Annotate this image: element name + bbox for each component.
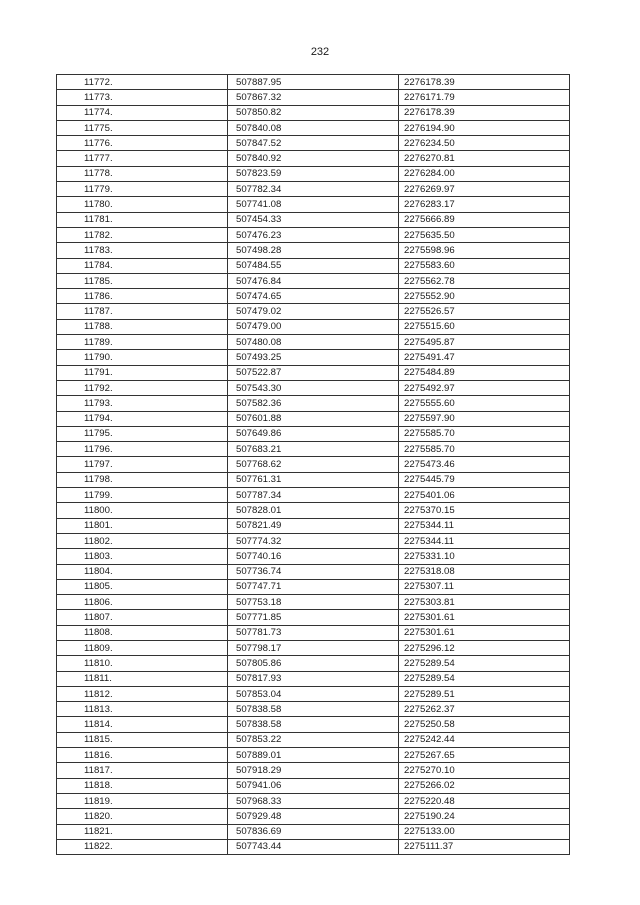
table-row [57, 319, 570, 334]
table-row [57, 105, 570, 120]
point-number-cell: 11802. [57, 533, 228, 548]
x-coordinate-cell: 507474.65 [228, 289, 399, 304]
x-coordinate-cell: 507838.58 [228, 702, 399, 717]
table-row [57, 793, 570, 808]
table-row [57, 732, 570, 747]
y-coordinate-cell: 2275289.54 [399, 671, 570, 686]
y-coordinate-cell: 2275370.15 [399, 503, 570, 518]
y-coordinate-cell: 2275526.57 [399, 304, 570, 319]
table-row [57, 411, 570, 426]
point-number-cell: 11805. [57, 579, 228, 594]
x-coordinate-cell: 507941.06 [228, 778, 399, 793]
y-coordinate-cell: 2275666.89 [399, 212, 570, 227]
x-coordinate-cell: 507736.74 [228, 564, 399, 579]
y-coordinate-cell: 2275296.12 [399, 640, 570, 655]
coordinates-table [56, 74, 570, 855]
point-number-cell: 11806. [57, 595, 228, 610]
point-number-cell: 11776. [57, 136, 228, 151]
y-coordinate-cell: 2275583.60 [399, 258, 570, 273]
y-coordinate-cell: 2275289.51 [399, 686, 570, 701]
y-coordinate-cell: 2275133.00 [399, 824, 570, 839]
point-number-cell: 11810. [57, 656, 228, 671]
point-number-cell: 11790. [57, 350, 228, 365]
point-number-cell: 11785. [57, 273, 228, 288]
y-coordinate-cell: 2275331.10 [399, 549, 570, 564]
table-row [57, 671, 570, 686]
table-row [57, 472, 570, 487]
table-row [57, 182, 570, 197]
table-row [57, 151, 570, 166]
table-row [57, 166, 570, 181]
point-number-cell: 11787. [57, 304, 228, 319]
x-coordinate-cell: 507836.69 [228, 824, 399, 839]
table-row [57, 273, 570, 288]
point-number-cell: 11773. [57, 90, 228, 105]
point-number-cell: 11788. [57, 319, 228, 334]
y-coordinate-cell: 2275484.89 [399, 365, 570, 380]
x-coordinate-cell: 507741.08 [228, 197, 399, 212]
point-number-cell: 11815. [57, 732, 228, 747]
table-row [57, 656, 570, 671]
table-row [57, 258, 570, 273]
table-row [57, 702, 570, 717]
table-row [57, 824, 570, 839]
point-number-cell: 11809. [57, 640, 228, 655]
x-coordinate-cell: 507867.32 [228, 90, 399, 105]
table-row [57, 518, 570, 533]
y-coordinate-cell: 2275266.02 [399, 778, 570, 793]
x-coordinate-cell: 507817.93 [228, 671, 399, 686]
table-row [57, 610, 570, 625]
point-number-cell: 11817. [57, 763, 228, 778]
table-row [57, 289, 570, 304]
point-number-cell: 11804. [57, 564, 228, 579]
point-number-cell: 11789. [57, 335, 228, 350]
table-row [57, 442, 570, 457]
table-row [57, 365, 570, 380]
x-coordinate-cell: 507479.00 [228, 319, 399, 334]
y-coordinate-cell: 2275301.61 [399, 625, 570, 640]
y-coordinate-cell: 2275111.37 [399, 839, 570, 854]
x-coordinate-cell: 507781.73 [228, 625, 399, 640]
x-coordinate-cell: 507889.01 [228, 748, 399, 763]
point-number-cell: 11821. [57, 824, 228, 839]
x-coordinate-cell: 507929.48 [228, 809, 399, 824]
x-coordinate-cell: 507543.30 [228, 380, 399, 395]
table-row [57, 564, 570, 579]
point-number-cell: 11781. [57, 212, 228, 227]
x-coordinate-cell: 507476.84 [228, 273, 399, 288]
y-coordinate-cell: 2275301.61 [399, 610, 570, 625]
table-row [57, 380, 570, 395]
point-number-cell: 11794. [57, 411, 228, 426]
y-coordinate-cell: 2276234.50 [399, 136, 570, 151]
y-coordinate-cell: 2275307.11 [399, 579, 570, 594]
point-number-cell: 11822. [57, 839, 228, 854]
x-coordinate-cell: 507821.49 [228, 518, 399, 533]
x-coordinate-cell: 507771.85 [228, 610, 399, 625]
point-number-cell: 11777. [57, 151, 228, 166]
point-number-cell: 11778. [57, 166, 228, 181]
y-coordinate-cell: 2276194.90 [399, 120, 570, 135]
x-coordinate-cell: 507740.16 [228, 549, 399, 564]
x-coordinate-cell: 507454.33 [228, 212, 399, 227]
point-number-cell: 11819. [57, 793, 228, 808]
table-row [57, 90, 570, 105]
x-coordinate-cell: 507480.08 [228, 335, 399, 350]
x-coordinate-cell: 507853.04 [228, 686, 399, 701]
y-coordinate-cell: 2276171.79 [399, 90, 570, 105]
y-coordinate-cell: 2275515.60 [399, 319, 570, 334]
point-number-cell: 11807. [57, 610, 228, 625]
point-number-cell: 11800. [57, 503, 228, 518]
point-number-cell: 11798. [57, 472, 228, 487]
table-row [57, 488, 570, 503]
table-row [57, 335, 570, 350]
point-number-cell: 11779. [57, 182, 228, 197]
table-row [57, 503, 570, 518]
table-row [57, 763, 570, 778]
table-row [57, 304, 570, 319]
x-coordinate-cell: 507761.31 [228, 472, 399, 487]
point-number-cell: 11799. [57, 488, 228, 503]
point-number-cell: 11796. [57, 442, 228, 457]
y-coordinate-cell: 2275270.10 [399, 763, 570, 778]
x-coordinate-cell: 507840.08 [228, 120, 399, 135]
y-coordinate-cell: 2275344.11 [399, 518, 570, 533]
point-number-cell: 11780. [57, 197, 228, 212]
x-coordinate-cell: 507522.87 [228, 365, 399, 380]
x-coordinate-cell: 507782.34 [228, 182, 399, 197]
point-number-cell: 11772. [57, 75, 228, 90]
table-row [57, 243, 570, 258]
point-number-cell: 11803. [57, 549, 228, 564]
x-coordinate-cell: 507753.18 [228, 595, 399, 610]
point-number-cell: 11792. [57, 380, 228, 395]
table-row [57, 457, 570, 472]
y-coordinate-cell: 2275267.65 [399, 748, 570, 763]
y-coordinate-cell: 2275495.87 [399, 335, 570, 350]
y-coordinate-cell: 2275303.81 [399, 595, 570, 610]
y-coordinate-cell: 2275242.44 [399, 732, 570, 747]
y-coordinate-cell: 2276270.81 [399, 151, 570, 166]
point-number-cell: 11797. [57, 457, 228, 472]
point-number-cell: 11820. [57, 809, 228, 824]
page-number: 232 [310, 46, 330, 58]
x-coordinate-cell: 507850.82 [228, 105, 399, 120]
x-coordinate-cell: 507887.95 [228, 75, 399, 90]
y-coordinate-cell: 2275473.46 [399, 457, 570, 472]
x-coordinate-cell: 507847.52 [228, 136, 399, 151]
y-coordinate-cell: 2275318.08 [399, 564, 570, 579]
table-row [57, 625, 570, 640]
y-coordinate-cell: 2275250.58 [399, 717, 570, 732]
table-row [57, 136, 570, 151]
y-coordinate-cell: 2275597.90 [399, 411, 570, 426]
x-coordinate-cell: 507479.02 [228, 304, 399, 319]
table-row [57, 778, 570, 793]
x-coordinate-cell: 507838.58 [228, 717, 399, 732]
x-coordinate-cell: 507968.33 [228, 793, 399, 808]
point-number-cell: 11811. [57, 671, 228, 686]
x-coordinate-cell: 507582.36 [228, 396, 399, 411]
x-coordinate-cell: 507798.17 [228, 640, 399, 655]
y-coordinate-cell: 2275585.70 [399, 426, 570, 441]
point-number-cell: 11814. [57, 717, 228, 732]
x-coordinate-cell: 507805.86 [228, 656, 399, 671]
table-row [57, 595, 570, 610]
x-coordinate-cell: 507649.86 [228, 426, 399, 441]
y-coordinate-cell: 2275344.11 [399, 533, 570, 548]
point-number-cell: 11775. [57, 120, 228, 135]
point-number-cell: 11784. [57, 258, 228, 273]
coordinates-table-body [57, 75, 570, 855]
x-coordinate-cell: 507601.88 [228, 411, 399, 426]
point-number-cell: 11783. [57, 243, 228, 258]
y-coordinate-cell: 2275220.48 [399, 793, 570, 808]
table-row [57, 717, 570, 732]
x-coordinate-cell: 507498.28 [228, 243, 399, 258]
y-coordinate-cell: 2275598.96 [399, 243, 570, 258]
y-coordinate-cell: 2275562.78 [399, 273, 570, 288]
table-row [57, 686, 570, 701]
table-row [57, 809, 570, 824]
y-coordinate-cell: 2276269.97 [399, 182, 570, 197]
point-number-cell: 11795. [57, 426, 228, 441]
y-coordinate-cell: 2275289.54 [399, 656, 570, 671]
table-row [57, 75, 570, 90]
table-row [57, 197, 570, 212]
x-coordinate-cell: 507918.29 [228, 763, 399, 778]
point-number-cell: 11793. [57, 396, 228, 411]
y-coordinate-cell: 2275491.47 [399, 350, 570, 365]
y-coordinate-cell: 2275190.24 [399, 809, 570, 824]
table-row [57, 579, 570, 594]
point-number-cell: 11774. [57, 105, 228, 120]
x-coordinate-cell: 507476.23 [228, 227, 399, 242]
y-coordinate-cell: 2276178.39 [399, 105, 570, 120]
point-number-cell: 11782. [57, 227, 228, 242]
table-row [57, 227, 570, 242]
point-number-cell: 11813. [57, 702, 228, 717]
x-coordinate-cell: 507743.44 [228, 839, 399, 854]
y-coordinate-cell: 2275262.37 [399, 702, 570, 717]
y-coordinate-cell: 2276283.17 [399, 197, 570, 212]
x-coordinate-cell: 507683.21 [228, 442, 399, 457]
x-coordinate-cell: 507484.55 [228, 258, 399, 273]
table-row [57, 640, 570, 655]
y-coordinate-cell: 2275445.79 [399, 472, 570, 487]
x-coordinate-cell: 507823.59 [228, 166, 399, 181]
x-coordinate-cell: 507787.34 [228, 488, 399, 503]
x-coordinate-cell: 507768.62 [228, 457, 399, 472]
y-coordinate-cell: 2275401.06 [399, 488, 570, 503]
x-coordinate-cell: 507774.32 [228, 533, 399, 548]
table-row [57, 426, 570, 441]
y-coordinate-cell: 2275492.97 [399, 380, 570, 395]
table-row [57, 212, 570, 227]
x-coordinate-cell: 507747.71 [228, 579, 399, 594]
table-row [57, 839, 570, 854]
y-coordinate-cell: 2275635.50 [399, 227, 570, 242]
y-coordinate-cell: 2275585.70 [399, 442, 570, 457]
y-coordinate-cell: 2275552.90 [399, 289, 570, 304]
table-row [57, 396, 570, 411]
table-row [57, 549, 570, 564]
x-coordinate-cell: 507840.92 [228, 151, 399, 166]
point-number-cell: 11801. [57, 518, 228, 533]
point-number-cell: 11818. [57, 778, 228, 793]
x-coordinate-cell: 507828.01 [228, 503, 399, 518]
point-number-cell: 11786. [57, 289, 228, 304]
x-coordinate-cell: 507853.22 [228, 732, 399, 747]
point-number-cell: 11812. [57, 686, 228, 701]
point-number-cell: 11816. [57, 748, 228, 763]
table-row [57, 748, 570, 763]
point-number-cell: 11791. [57, 365, 228, 380]
point-number-cell: 11808. [57, 625, 228, 640]
table-row [57, 350, 570, 365]
y-coordinate-cell: 2276178.39 [399, 75, 570, 90]
y-coordinate-cell: 2276284.00 [399, 166, 570, 181]
table-row [57, 533, 570, 548]
x-coordinate-cell: 507493.25 [228, 350, 399, 365]
table-row [57, 120, 570, 135]
y-coordinate-cell: 2275555.60 [399, 396, 570, 411]
